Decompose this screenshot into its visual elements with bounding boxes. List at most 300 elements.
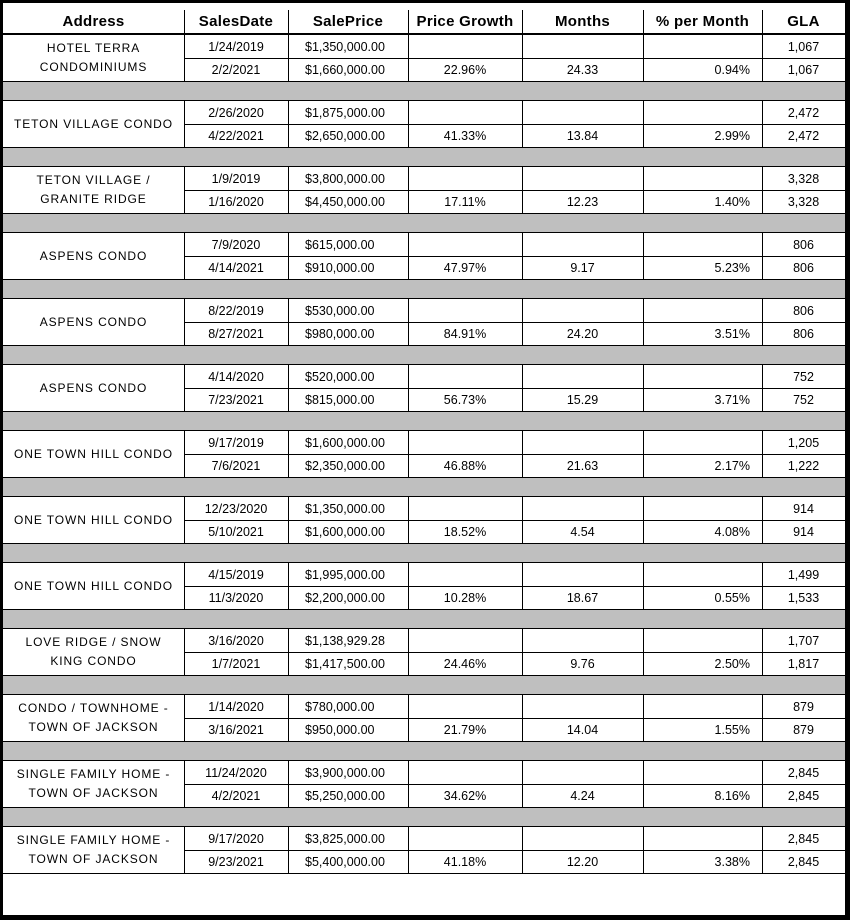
column-divider bbox=[184, 299, 185, 345]
address-line: TETON VILLAGE CONDO bbox=[14, 116, 173, 131]
address-line: ASPENS CONDO bbox=[39, 314, 148, 329]
column-divider bbox=[643, 497, 644, 543]
address-cell bbox=[3, 629, 184, 675]
sale-price-cell: $4,450,000.00 bbox=[305, 194, 385, 209]
sale-price-cell: $5,250,000.00 bbox=[305, 788, 385, 803]
months-cell: 24.20 bbox=[566, 326, 599, 341]
group-spacer bbox=[3, 82, 845, 100]
address-line: ONE TOWN HILL CONDO bbox=[14, 512, 173, 527]
sale-price-cell: $780,000.00 bbox=[305, 699, 375, 714]
column-divider bbox=[288, 695, 289, 741]
price-growth-cell: 22.96% bbox=[443, 62, 487, 77]
column-divider bbox=[408, 167, 409, 213]
address-lines bbox=[17, 831, 171, 869]
column-divider bbox=[408, 761, 409, 807]
column-divider bbox=[288, 101, 289, 147]
column-divider bbox=[522, 365, 523, 411]
months-cell: 4.24 bbox=[570, 788, 595, 803]
months-cell bbox=[522, 827, 643, 850]
sale-price-cell: $1,600,000.00 bbox=[305, 435, 385, 450]
column-divider bbox=[643, 233, 644, 279]
sales-date-cell: 3/16/2020 bbox=[208, 633, 264, 648]
months-cell: 12.20 bbox=[566, 854, 599, 869]
gla-cell: 806 bbox=[793, 237, 814, 252]
sales-date-cell: 7/9/2020 bbox=[211, 237, 261, 252]
sales-date-cell: 1/7/2021 bbox=[211, 656, 261, 671]
sale-row-divider bbox=[184, 124, 845, 125]
sale-price-cell: $910,000.00 bbox=[305, 260, 375, 275]
sales-date-cell: 2/26/2020 bbox=[208, 105, 264, 120]
column-divider bbox=[288, 35, 289, 81]
header-column-divider bbox=[762, 10, 763, 33]
column-divider bbox=[408, 35, 409, 81]
column-divider bbox=[762, 563, 763, 609]
column-divider bbox=[762, 629, 763, 675]
address-cell bbox=[3, 365, 184, 411]
column-divider bbox=[408, 629, 409, 675]
address-line: TOWN OF JACKSON bbox=[28, 852, 159, 866]
column-divider bbox=[762, 35, 763, 81]
pct-per-month-cell: 3.38% bbox=[714, 854, 750, 869]
months-cell bbox=[522, 365, 643, 388]
address-line: KING CONDO bbox=[50, 654, 137, 668]
months-cell: 21.63 bbox=[566, 458, 599, 473]
sales-date-cell: 5/10/2021 bbox=[208, 524, 264, 539]
address-line: TOWN OF JACKSON bbox=[28, 786, 159, 800]
months-cell bbox=[522, 563, 643, 586]
address-cell bbox=[3, 827, 184, 873]
column-divider bbox=[288, 827, 289, 873]
pct-per-month-cell bbox=[643, 299, 762, 322]
pct-per-month-cell bbox=[643, 761, 762, 784]
group-spacer bbox=[3, 610, 845, 628]
address-lines bbox=[14, 511, 173, 530]
group-spacer bbox=[3, 808, 845, 826]
gla-cell: 2,845 bbox=[787, 765, 820, 780]
sales-date-cell: 4/2/2021 bbox=[211, 788, 261, 803]
column-divider bbox=[643, 761, 644, 807]
price-growth-cell bbox=[408, 695, 522, 718]
sale-price-cell: $980,000.00 bbox=[305, 326, 375, 341]
column-divider bbox=[762, 365, 763, 411]
header-column-divider bbox=[643, 10, 644, 33]
months-cell: 9.17 bbox=[570, 260, 595, 275]
sale-price-cell: $1,350,000.00 bbox=[305, 501, 385, 516]
column-divider bbox=[522, 101, 523, 147]
sale-price-cell: $2,650,000.00 bbox=[305, 128, 385, 143]
sales-date-cell: 8/27/2021 bbox=[208, 326, 264, 341]
pct-per-month-cell: 4.08% bbox=[714, 524, 750, 539]
sale-price-cell: $5,400,000.00 bbox=[305, 854, 385, 869]
pct-per-month-cell bbox=[643, 563, 762, 586]
sale-price-cell: $1,138,929.28 bbox=[305, 633, 385, 648]
sale-price-cell: $1,660,000.00 bbox=[305, 62, 385, 77]
header-column-divider bbox=[522, 10, 523, 33]
gla-cell: 2,845 bbox=[787, 854, 820, 869]
address-lines bbox=[37, 171, 151, 209]
months-cell bbox=[522, 431, 643, 454]
column-divider bbox=[522, 827, 523, 873]
gla-cell: 1,205 bbox=[787, 435, 820, 450]
address-cell bbox=[3, 431, 184, 477]
gla-cell: 1,533 bbox=[787, 590, 820, 605]
sale-row-divider bbox=[184, 322, 845, 323]
price-growth-cell bbox=[408, 563, 522, 586]
address-line: TETON VILLAGE / bbox=[36, 173, 151, 187]
address-line: ASPENS CONDO bbox=[39, 248, 148, 263]
column-divider bbox=[522, 167, 523, 213]
pct-per-month-cell bbox=[643, 827, 762, 850]
column-divider bbox=[643, 629, 644, 675]
sale-row-divider bbox=[184, 718, 845, 719]
address-line: CONDO / TOWNHOME - bbox=[18, 701, 169, 715]
address-lines bbox=[14, 115, 173, 134]
gla-cell: 752 bbox=[793, 392, 814, 407]
pct-per-month-cell: 3.51% bbox=[714, 326, 750, 341]
group-spacer bbox=[3, 280, 845, 298]
group-spacer bbox=[3, 148, 845, 166]
column-divider bbox=[184, 431, 185, 477]
address-cell bbox=[3, 35, 184, 81]
sale-price-cell: $1,995,000.00 bbox=[305, 567, 385, 582]
header-sales-date: SalesDate bbox=[198, 13, 274, 30]
sale-row-divider bbox=[184, 190, 845, 191]
pct-per-month-cell: 1.40% bbox=[714, 194, 750, 209]
pct-per-month-cell bbox=[643, 629, 762, 652]
months-cell bbox=[522, 101, 643, 124]
group-spacer bbox=[3, 742, 845, 760]
column-divider bbox=[762, 167, 763, 213]
column-divider bbox=[288, 629, 289, 675]
column-divider bbox=[408, 431, 409, 477]
sales-date-cell: 1/14/2020 bbox=[208, 699, 264, 714]
months-cell bbox=[522, 167, 643, 190]
sale-price-cell: $815,000.00 bbox=[305, 392, 375, 407]
address-line: ONE TOWN HILL CONDO bbox=[14, 578, 173, 593]
column-divider bbox=[288, 761, 289, 807]
column-divider bbox=[643, 563, 644, 609]
gla-cell: 3,328 bbox=[787, 194, 820, 209]
gla-cell: 1,222 bbox=[787, 458, 820, 473]
months-cell: 15.29 bbox=[566, 392, 599, 407]
column-divider bbox=[762, 101, 763, 147]
months-cell: 12.23 bbox=[566, 194, 599, 209]
gla-cell: 914 bbox=[793, 524, 814, 539]
column-divider bbox=[522, 497, 523, 543]
address-cell bbox=[3, 761, 184, 807]
address-line: SINGLE FAMILY HOME - bbox=[16, 833, 171, 847]
sales-date-cell: 8/22/2019 bbox=[208, 303, 264, 318]
sale-price-cell: $3,900,000.00 bbox=[305, 765, 385, 780]
address-lines bbox=[26, 633, 162, 671]
pct-per-month-cell: 2.99% bbox=[714, 128, 750, 143]
price-growth-cell: 34.62% bbox=[443, 788, 487, 803]
column-divider bbox=[184, 101, 185, 147]
sale-price-cell: $615,000.00 bbox=[305, 237, 375, 252]
sales-date-cell: 7/6/2021 bbox=[211, 458, 261, 473]
price-growth-cell bbox=[408, 761, 522, 784]
sales-date-cell: 4/14/2020 bbox=[208, 369, 264, 384]
group-spacer bbox=[3, 478, 845, 496]
sale-row-divider bbox=[184, 652, 845, 653]
address-cell bbox=[3, 299, 184, 345]
column-divider bbox=[643, 35, 644, 81]
address-line: HOTEL TERRA bbox=[46, 41, 141, 55]
price-growth-cell bbox=[408, 827, 522, 850]
gla-cell: 3,328 bbox=[787, 171, 820, 186]
group-spacer bbox=[3, 214, 845, 232]
header-gla: GLA bbox=[787, 13, 820, 30]
column-divider bbox=[643, 365, 644, 411]
address-line: CONDOMINIUMS bbox=[39, 60, 148, 74]
gla-cell: 1,499 bbox=[787, 567, 820, 582]
price-growth-cell bbox=[408, 167, 522, 190]
column-divider bbox=[643, 827, 644, 873]
sale-price-cell: $2,200,000.00 bbox=[305, 590, 385, 605]
address-line: TOWN OF JACKSON bbox=[28, 720, 159, 734]
column-divider bbox=[762, 431, 763, 477]
gla-cell: 879 bbox=[793, 699, 814, 714]
price-growth-cell bbox=[408, 365, 522, 388]
pct-per-month-cell bbox=[643, 497, 762, 520]
price-growth-cell: 10.28% bbox=[443, 590, 487, 605]
pct-per-month-cell: 3.71% bbox=[714, 392, 750, 407]
price-growth-cell: 56.73% bbox=[443, 392, 487, 407]
pct-per-month-cell: 8.16% bbox=[714, 788, 750, 803]
column-divider bbox=[643, 101, 644, 147]
months-cell: 14.04 bbox=[566, 722, 599, 737]
column-divider bbox=[408, 299, 409, 345]
sales-date-cell: 4/14/2021 bbox=[208, 260, 264, 275]
address-cell bbox=[3, 497, 184, 543]
sales-date-cell: 2/2/2021 bbox=[211, 62, 261, 77]
column-divider bbox=[184, 35, 185, 81]
column-divider bbox=[288, 299, 289, 345]
price-growth-cell: 41.18% bbox=[443, 854, 487, 869]
column-divider bbox=[762, 233, 763, 279]
column-divider bbox=[643, 299, 644, 345]
address-lines bbox=[17, 765, 171, 803]
group-spacer bbox=[3, 346, 845, 364]
column-divider bbox=[184, 497, 185, 543]
price-growth-cell: 47.97% bbox=[443, 260, 487, 275]
column-divider bbox=[522, 629, 523, 675]
column-divider bbox=[522, 695, 523, 741]
column-divider bbox=[762, 761, 763, 807]
sale-price-cell: $530,000.00 bbox=[305, 303, 375, 318]
column-divider bbox=[288, 431, 289, 477]
sale-price-cell: $1,417,500.00 bbox=[305, 656, 385, 671]
group-spacer bbox=[3, 412, 845, 430]
months-cell: 18.67 bbox=[566, 590, 599, 605]
price-growth-cell bbox=[408, 233, 522, 256]
pct-per-month-cell bbox=[643, 695, 762, 718]
sale-price-cell: $520,000.00 bbox=[305, 369, 375, 384]
pct-per-month-cell bbox=[643, 167, 762, 190]
column-divider bbox=[762, 827, 763, 873]
pct-per-month-cell: 2.17% bbox=[714, 458, 750, 473]
column-divider bbox=[184, 233, 185, 279]
price-growth-cell bbox=[408, 431, 522, 454]
pct-per-month-cell: 1.55% bbox=[714, 722, 750, 737]
gla-cell: 752 bbox=[793, 369, 814, 384]
address-cell bbox=[3, 563, 184, 609]
gla-cell: 1,067 bbox=[787, 39, 820, 54]
price-growth-cell bbox=[408, 101, 522, 124]
sales-date-cell: 4/15/2019 bbox=[208, 567, 264, 582]
pct-per-month-cell bbox=[643, 365, 762, 388]
sale-row-divider bbox=[184, 256, 845, 257]
address-lines bbox=[18, 699, 168, 737]
column-divider bbox=[522, 299, 523, 345]
price-growth-cell: 24.46% bbox=[443, 656, 487, 671]
header-sale-price: SalePrice bbox=[312, 13, 384, 30]
column-divider bbox=[184, 563, 185, 609]
address-line: ONE TOWN HILL CONDO bbox=[14, 446, 173, 461]
gla-cell: 1,817 bbox=[787, 656, 820, 671]
months-cell bbox=[522, 233, 643, 256]
months-cell: 9.76 bbox=[570, 656, 595, 671]
sale-row-divider bbox=[184, 520, 845, 521]
column-divider bbox=[184, 695, 185, 741]
sale-row-divider bbox=[184, 454, 845, 455]
column-divider bbox=[408, 563, 409, 609]
column-divider bbox=[184, 629, 185, 675]
sale-price-cell: $1,350,000.00 bbox=[305, 39, 385, 54]
group-spacer bbox=[3, 676, 845, 694]
address-line: GRANITE RIDGE bbox=[40, 192, 147, 206]
column-divider bbox=[288, 563, 289, 609]
sales-date-cell: 9/17/2020 bbox=[208, 831, 264, 846]
sale-price-cell: $950,000.00 bbox=[305, 722, 375, 737]
gla-cell: 806 bbox=[793, 260, 814, 275]
gla-cell: 2,845 bbox=[787, 788, 820, 803]
gla-cell: 2,472 bbox=[787, 105, 820, 120]
sales-date-cell: 1/16/2020 bbox=[208, 194, 264, 209]
sale-price-cell: $1,600,000.00 bbox=[305, 524, 385, 539]
address-cell bbox=[3, 167, 184, 213]
header-column-divider bbox=[184, 10, 185, 33]
pct-per-month-cell: 0.94% bbox=[714, 62, 750, 77]
gla-cell: 2,845 bbox=[787, 831, 820, 846]
sale-price-cell: $3,800,000.00 bbox=[305, 171, 385, 186]
column-divider bbox=[522, 761, 523, 807]
column-divider bbox=[762, 695, 763, 741]
header-column-divider bbox=[408, 10, 409, 33]
gla-cell: 1,707 bbox=[787, 633, 820, 648]
sales-date-cell: 11/24/2020 bbox=[205, 765, 267, 780]
column-divider bbox=[184, 827, 185, 873]
column-divider bbox=[522, 431, 523, 477]
column-divider bbox=[288, 233, 289, 279]
column-divider bbox=[408, 695, 409, 741]
address-line: LOVE RIDGE / SNOW bbox=[25, 635, 162, 649]
column-divider bbox=[408, 101, 409, 147]
pct-per-month-cell: 5.23% bbox=[714, 260, 750, 275]
group-spacer bbox=[3, 544, 845, 562]
sale-price-cell: $1,875,000.00 bbox=[305, 105, 385, 120]
column-divider bbox=[643, 431, 644, 477]
sale-row-divider bbox=[184, 58, 845, 59]
header-months: Months bbox=[554, 13, 611, 30]
sales-date-cell: 1/24/2019 bbox=[208, 39, 264, 54]
sale-price-cell: $2,350,000.00 bbox=[305, 458, 385, 473]
pct-per-month-cell: 2.50% bbox=[714, 656, 750, 671]
price-growth-cell bbox=[408, 35, 522, 58]
address-lines bbox=[40, 247, 148, 266]
months-cell bbox=[522, 761, 643, 784]
address-cell bbox=[3, 233, 184, 279]
months-cell: 24.33 bbox=[566, 62, 599, 77]
months-cell bbox=[522, 695, 643, 718]
column-divider bbox=[408, 365, 409, 411]
column-divider bbox=[288, 365, 289, 411]
column-divider bbox=[408, 827, 409, 873]
months-cell bbox=[522, 629, 643, 652]
gla-cell: 879 bbox=[793, 722, 814, 737]
address-cell bbox=[3, 695, 184, 741]
address-lines bbox=[40, 39, 147, 77]
column-divider bbox=[288, 167, 289, 213]
address-line: SINGLE FAMILY HOME - bbox=[16, 767, 171, 781]
sales-date-cell: 9/23/2021 bbox=[208, 854, 264, 869]
price-growth-cell: 18.52% bbox=[443, 524, 487, 539]
pct-per-month-cell bbox=[643, 431, 762, 454]
pct-per-month-cell: 0.55% bbox=[714, 590, 750, 605]
pct-per-month-cell bbox=[643, 35, 762, 58]
column-divider bbox=[762, 497, 763, 543]
sales-date-cell: 7/23/2021 bbox=[208, 392, 264, 407]
sales-date-cell: 12/23/2020 bbox=[204, 501, 268, 516]
group-bottom-border bbox=[3, 873, 845, 874]
months-cell bbox=[522, 497, 643, 520]
column-divider bbox=[408, 233, 409, 279]
sale-row-divider bbox=[184, 850, 845, 851]
address-lines bbox=[14, 445, 173, 464]
gla-cell: 806 bbox=[793, 326, 814, 341]
price-growth-cell: 46.88% bbox=[443, 458, 487, 473]
header-price-growth: Price Growth bbox=[416, 13, 514, 30]
column-divider bbox=[643, 167, 644, 213]
sale-row-divider bbox=[184, 388, 845, 389]
months-cell bbox=[522, 35, 643, 58]
column-divider bbox=[522, 233, 523, 279]
address-lines bbox=[14, 577, 173, 596]
address-cell bbox=[3, 101, 184, 147]
sales-date-cell: 1/9/2019 bbox=[211, 171, 261, 186]
pct-per-month-cell bbox=[643, 101, 762, 124]
price-growth-cell bbox=[408, 629, 522, 652]
header-column-divider bbox=[288, 10, 289, 33]
price-growth-cell bbox=[408, 299, 522, 322]
column-divider bbox=[643, 695, 644, 741]
price-growth-cell bbox=[408, 497, 522, 520]
column-divider bbox=[522, 563, 523, 609]
price-growth-cell: 21.79% bbox=[443, 722, 487, 737]
gla-cell: 1,067 bbox=[787, 62, 820, 77]
price-growth-cell: 17.11% bbox=[444, 194, 486, 209]
column-divider bbox=[184, 365, 185, 411]
sales-date-cell: 11/3/2020 bbox=[208, 590, 264, 605]
pct-per-month-cell bbox=[643, 233, 762, 256]
sales-date-cell: 9/17/2019 bbox=[208, 435, 264, 450]
sales-date-cell: 4/22/2021 bbox=[208, 128, 264, 143]
column-divider bbox=[288, 497, 289, 543]
gla-cell: 806 bbox=[793, 303, 814, 318]
header-address: Address bbox=[62, 13, 125, 30]
address-lines bbox=[40, 379, 148, 398]
months-cell bbox=[522, 299, 643, 322]
